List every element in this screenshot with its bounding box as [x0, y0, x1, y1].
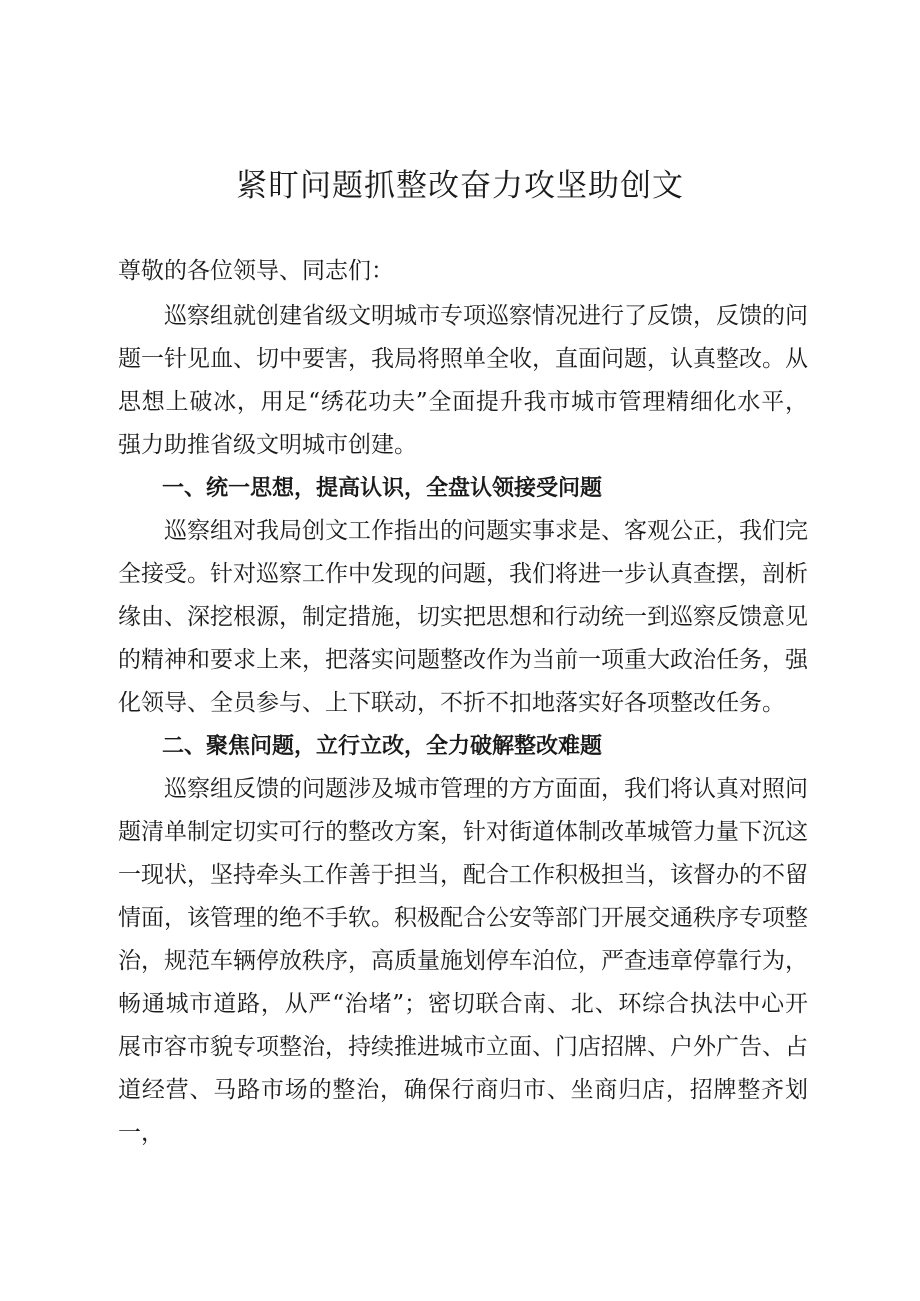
section-2-paragraph: 巡察组反馈的问题涉及城市管理的方方面面，我们将认真对照问题清单制定切实可行的整改方案，针对街道体制改革城管力量下沉这一现状，坚持牵头工作善于担当，配合工作积极担当，该督办的不留情面，该管理的绝不手软。积极配合公安等部门开展交通秩序专项整治，规范车辆停放秩序，高质量施划停车泊位，严查违章停靠行为，畅通城市道路，从严“治堵”；密切联合南、北、环综合执法中心开展市容市貌专项整治，持续推进城市立面、门店招牌、户外广告、占道经营、马路市场的整治，确保行商归市、坐商归店，招牌整齐划一， [118, 776, 808, 1146]
section-1-heading: 一、统一思想，提高认识，全盘认领接受问题 [162, 476, 603, 501]
section-1-paragraph: 巡察组对我局创文工作指出的问题实事求是、客观公正，我们完全接受。针对巡察工作中发现的问题，我们将进一步认真查摆，剖析缘由、深挖根源，制定措施，切实把思想和行动统一到巡察反馈意见的精神和要求上来，把落实问题整改作为当前一项重大政治任务，强化领导、全员参与、上下联动，不折不扣地落实好各项整改任务。 [118, 518, 808, 716]
document-body [118, 250, 808, 1155]
salutation: 尊敬的各位领导、同志们： [118, 258, 394, 284]
section-2-heading: 二、聚焦问题，立行立改，全力破解整改难题 [162, 734, 603, 759]
intro-paragraph: 巡察组就创建省级文明城市专项巡察情况进行了反馈，反馈的问题一针见血、切中要害，我局将照单全收，直面问题，认真整改。从思想上破冰，用足“绣花功夫”全面提升我市城市管理精细化水平，强力助推省级文明城市创建。 [118, 303, 808, 458]
document-title: 紧盯问题抓整改奋力攻坚助创文 [236, 168, 684, 204]
